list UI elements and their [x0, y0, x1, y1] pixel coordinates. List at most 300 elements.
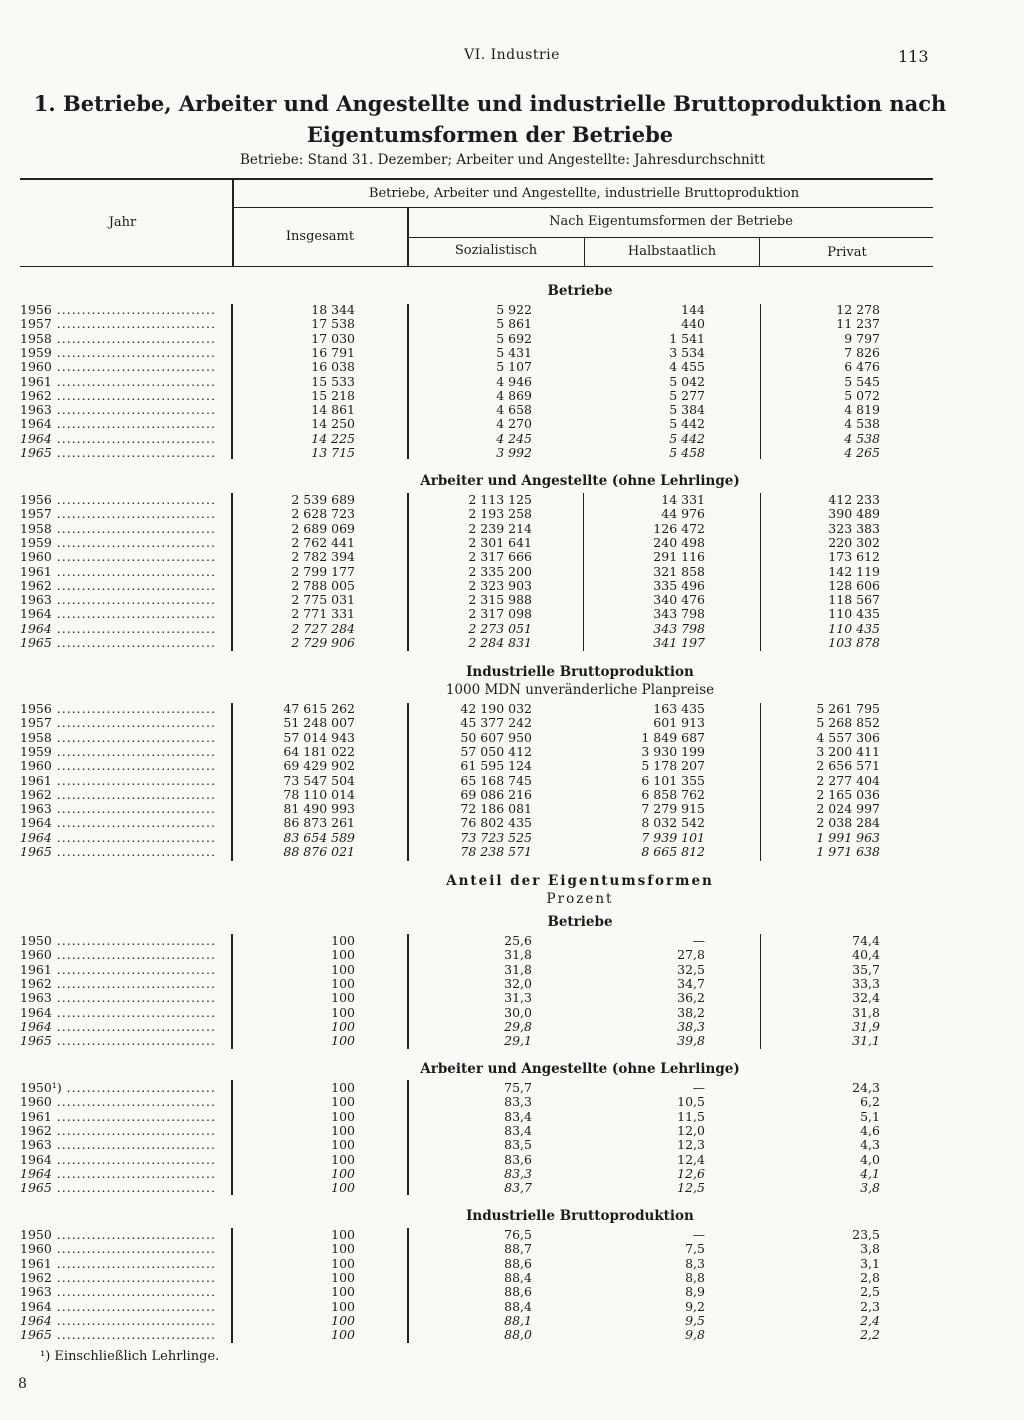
socialist-cell: 5 861	[496, 316, 532, 332]
socialist-cell: 83,3	[504, 1094, 532, 1110]
private-cell: 412 233	[828, 492, 880, 507]
year-cell: 1963 .....	[20, 1138, 215, 1152]
socialist-cell: 4 245	[496, 430, 532, 446]
semistate-cell: 5 458	[669, 445, 705, 460]
table-row	[0, 417, 1024, 431]
year-cell: 1964 .....	[20, 1300, 215, 1314]
total-cell: 17 538	[311, 316, 355, 332]
table-row	[0, 1138, 1024, 1152]
semistate-cell: 343 798	[653, 620, 705, 636]
total-cell: 17 030	[311, 330, 355, 346]
year-cell: 1958 .....	[20, 731, 215, 745]
private-cell: 323 383	[828, 520, 880, 536]
private-cell: 31,9	[852, 1018, 880, 1034]
table-row	[0, 774, 1024, 788]
private-cell: 2 038 284	[816, 815, 880, 831]
private-cell: 4,6	[860, 1122, 880, 1138]
year-cell: 1963 .....	[20, 802, 215, 816]
total-cell: 86 873 261	[283, 815, 355, 831]
socialist-cell: 88,7	[504, 1241, 532, 1257]
semistate-cell: 8,9	[685, 1284, 705, 1300]
total-cell: 2 771 331	[291, 606, 355, 622]
year-cell: 1964 .....	[20, 417, 215, 431]
table-row	[0, 1228, 1024, 1242]
private-cell: 2 024 997	[816, 801, 880, 817]
total-cell: 100	[331, 1241, 355, 1257]
table-row	[0, 593, 1024, 607]
total-cell: 57 014 943	[283, 729, 355, 745]
semistate-cell: 32,5	[677, 961, 705, 977]
socialist-cell: 31,8	[504, 961, 532, 977]
private-cell: 2,2	[860, 1327, 880, 1343]
year-cell: 1964 .....	[20, 831, 215, 845]
year-cell: 1959 .....	[20, 346, 215, 360]
table-row	[0, 522, 1024, 536]
section-title: Industrielle Bruttoproduktion	[466, 664, 694, 680]
year-cell: 1964 .....	[20, 607, 215, 621]
total-cell: 100	[331, 1108, 355, 1124]
private-cell: 4 538	[844, 430, 880, 446]
year-cell: 1957 .....	[20, 716, 215, 730]
table-row	[0, 1285, 1024, 1299]
table-row	[0, 977, 1024, 991]
semistate-cell: 9,2	[685, 1298, 705, 1314]
table-row	[0, 1110, 1024, 1124]
total-cell: 100	[331, 1094, 355, 1110]
semistate-cell: —	[692, 1227, 705, 1242]
total-cell: 2 729 906	[291, 635, 355, 650]
year-cell: 1960 .....	[20, 1242, 215, 1256]
private-cell: 32,4	[852, 990, 880, 1006]
header-rule-group	[233, 207, 933, 208]
semistate-cell: 36,2	[677, 990, 705, 1006]
socialist-cell: 88,6	[504, 1255, 532, 1271]
total-cell: 2 799 177	[291, 563, 355, 579]
total-cell: 2 689 069	[291, 520, 355, 536]
total-cell: 100	[331, 1227, 355, 1242]
semistate-cell: 440	[681, 316, 705, 332]
semistate-cell: 240 498	[653, 534, 705, 550]
total-cell: 100	[331, 1284, 355, 1300]
socialist-cell: 57 050 412	[460, 743, 532, 759]
table-row	[0, 432, 1024, 446]
private-cell: 3,8	[860, 1241, 880, 1257]
table-row	[0, 1300, 1024, 1314]
total-cell: 15 533	[311, 373, 355, 389]
socialist-cell: 72 186 081	[460, 801, 532, 817]
socialist-cell: 88,4	[504, 1269, 532, 1285]
table-row	[0, 831, 1024, 845]
private-cell: 220 302	[828, 534, 880, 550]
table-title: 1. Betriebe, Arbeiter und Angestellte und industrielle Bruttoproduktion nach Eigentumsformen der Betriebe	[33, 91, 947, 147]
year-cell: 1965 .....	[20, 845, 215, 859]
table-row	[0, 389, 1024, 403]
private-cell: 3,1	[860, 1255, 880, 1271]
private-cell: 2 277 404	[816, 772, 880, 788]
semistate-cell: 7 279 915	[641, 801, 705, 817]
total-cell: 14 861	[311, 402, 355, 418]
semistate-cell: 8,8	[685, 1269, 705, 1285]
socialist-cell: 5 431	[496, 344, 532, 360]
semistate-cell: 601 913	[653, 715, 705, 731]
table-row	[0, 716, 1024, 730]
private-cell: 4,3	[860, 1137, 880, 1153]
year-cell: 1959 .....	[20, 745, 215, 759]
year-cell: 1956 .....	[20, 303, 215, 317]
semistate-cell: 5 442	[669, 416, 705, 432]
private-cell: 11 237	[836, 316, 880, 332]
socialist-cell: 2 317 098	[468, 606, 532, 622]
table-row	[0, 550, 1024, 564]
year-cell: 1960 .....	[20, 759, 215, 773]
table-row	[0, 636, 1024, 650]
socialist-cell: 3 992	[496, 445, 532, 460]
private-cell: 173 612	[828, 549, 880, 565]
semistate-cell: 6 858 762	[641, 786, 705, 802]
running-head: VI. Industrie	[464, 47, 560, 63]
table-row	[0, 507, 1024, 521]
private-cell: 33,3	[852, 975, 880, 991]
year-cell: 1961 .....	[20, 565, 215, 579]
table-row	[0, 1153, 1024, 1167]
table-row	[0, 802, 1024, 816]
year-cell: 1959 .....	[20, 536, 215, 550]
table-subtitle: Betriebe: Stand 31. Dezember; Arbeiter und Angestellte: Jahresdurchschnitt	[240, 152, 765, 168]
total-cell: 14 250	[311, 416, 355, 432]
socialist-cell: 2 301 641	[468, 534, 532, 550]
semistate-cell: 5 042	[669, 373, 705, 389]
year-cell: 1964 .....	[20, 1153, 215, 1167]
table-row	[0, 948, 1024, 962]
semistate-cell: 8 032 542	[641, 815, 705, 831]
socialist-cell: 31,8	[504, 947, 532, 963]
semistate-cell: 4 455	[669, 359, 705, 375]
semistate-cell: 340 476	[653, 592, 705, 608]
total-cell: 64 181 022	[283, 743, 355, 759]
share-title: Anteil der Eigentumsformen	[446, 873, 714, 889]
table-row	[0, 493, 1024, 507]
socialist-cell: 30,0	[504, 1004, 532, 1020]
semistate-cell: 1 849 687	[641, 729, 705, 745]
socialist-cell: 88,6	[504, 1284, 532, 1300]
semistate-cell: 34,7	[677, 975, 705, 991]
table-row	[0, 332, 1024, 346]
semistate-cell: 14 331	[661, 492, 705, 507]
socialist-cell: 2 113 125	[468, 492, 532, 507]
column-header-private: Privat	[827, 245, 867, 260]
total-cell: 100	[331, 1327, 355, 1343]
total-cell: 15 218	[311, 387, 355, 403]
private-cell: 4 538	[844, 416, 880, 432]
semistate-cell: 5 178 207	[641, 758, 705, 774]
table-row	[0, 607, 1024, 621]
year-cell: 1962 .....	[20, 1124, 215, 1138]
socialist-cell: 73 723 525	[460, 829, 532, 845]
total-cell: 100	[331, 1137, 355, 1153]
year-cell: 1958 .....	[20, 522, 215, 536]
private-cell: 40,4	[852, 947, 880, 963]
socialist-cell: 76,5	[504, 1227, 532, 1242]
total-cell: 100	[331, 961, 355, 977]
table-row	[0, 702, 1024, 716]
year-cell: 1958 .....	[20, 332, 215, 346]
table-row	[0, 346, 1024, 360]
table-row	[0, 991, 1024, 1005]
private-cell: 390 489	[828, 506, 880, 522]
semistate-cell: 12,4	[677, 1151, 705, 1167]
column-header-socialist: Sozialistisch	[454, 243, 538, 258]
year-cell: 1963 .....	[20, 991, 215, 1005]
total-cell: 69 429 902	[283, 758, 355, 774]
semistate-cell: 11,5	[677, 1108, 705, 1124]
private-cell: 5 261 795	[816, 701, 880, 716]
socialist-cell: 2 193 258	[468, 506, 532, 522]
semistate-cell: 7,5	[685, 1241, 705, 1257]
table-row	[0, 1271, 1024, 1285]
year-cell: 1965 .....	[20, 446, 215, 460]
socialist-cell: 2 335 200	[468, 563, 532, 579]
socialist-cell: 4 658	[496, 402, 532, 418]
total-cell: 100	[331, 1033, 355, 1049]
total-cell: 16 791	[311, 344, 355, 360]
private-cell: 3,8	[860, 1180, 880, 1196]
year-cell: 1960 .....	[20, 948, 215, 962]
year-cell: 1960 .....	[20, 1095, 215, 1109]
total-cell: 2 782 394	[291, 549, 355, 565]
table-row	[0, 731, 1024, 745]
private-cell: 2,5	[860, 1284, 880, 1300]
private-cell: 1 971 638	[816, 844, 880, 859]
year-cell: 1961 .....	[20, 1257, 215, 1271]
section-title: Arbeiter und Angestellte (ohne Lehrlinge)	[420, 1061, 740, 1077]
page-number: 113	[898, 47, 929, 66]
table-row	[0, 1034, 1024, 1048]
table-row	[0, 536, 1024, 550]
year-cell: 1962 .....	[20, 977, 215, 991]
year-cell: 1957 .....	[20, 507, 215, 521]
private-cell: 5 545	[844, 373, 880, 389]
semistate-cell: 12,6	[677, 1165, 705, 1181]
socialist-cell: 83,4	[504, 1122, 532, 1138]
table-row	[0, 963, 1024, 977]
private-cell: 6 476	[844, 359, 880, 375]
private-cell: 1 991 963	[816, 829, 880, 845]
table-row	[0, 845, 1024, 859]
year-cell: 1964 .....	[20, 622, 215, 636]
socialist-cell: 2 273 051	[468, 620, 532, 636]
private-cell: 118 567	[828, 592, 880, 608]
year-cell: 1957 .....	[20, 317, 215, 331]
table-row	[0, 360, 1024, 374]
total-cell: 100	[331, 1151, 355, 1167]
year-cell: 1960 .....	[20, 360, 215, 374]
semistate-cell: 9,8	[685, 1327, 705, 1343]
total-cell: 47 615 262	[283, 701, 355, 716]
semistate-cell: 12,3	[677, 1137, 705, 1153]
total-cell: 100	[331, 1312, 355, 1328]
socialist-cell: 29,1	[504, 1033, 532, 1049]
socialist-cell: 78 238 571	[460, 844, 532, 859]
semistate-cell: 44 976	[661, 506, 705, 522]
semistate-cell: 8,3	[685, 1255, 705, 1271]
socialist-cell: 83,7	[504, 1180, 532, 1196]
private-cell: 74,4	[852, 933, 880, 948]
year-cell: 1962 .....	[20, 579, 215, 593]
semistate-cell: 3 534	[669, 344, 705, 360]
year-cell: 1965 .....	[20, 1034, 215, 1048]
private-cell: 110 435	[828, 606, 880, 622]
total-cell: 2 727 284	[291, 620, 355, 636]
socialist-cell: 5 692	[496, 330, 532, 346]
socialist-cell: 83,6	[504, 1151, 532, 1167]
table-row	[0, 934, 1024, 948]
private-cell: 4 557 306	[816, 729, 880, 745]
table-row	[0, 1020, 1024, 1034]
year-cell: 1964 .....	[20, 432, 215, 446]
private-cell: 2 656 571	[816, 758, 880, 774]
private-cell: 23,5	[852, 1227, 880, 1242]
section-title: Betriebe	[547, 914, 613, 930]
column-header-by-form: Nach Eigentumsformen der Betriebe	[549, 214, 793, 229]
total-cell: 100	[331, 990, 355, 1006]
private-cell: 5,1	[860, 1108, 880, 1124]
total-cell: 100	[331, 1018, 355, 1034]
private-cell: 103 878	[828, 635, 880, 650]
socialist-cell: 61 595 124	[460, 758, 532, 774]
private-cell: 4,0	[860, 1151, 880, 1167]
total-cell: 14 225	[311, 430, 355, 446]
total-cell: 100	[331, 975, 355, 991]
socialist-cell: 2 317 666	[468, 549, 532, 565]
header-rule-forms	[408, 237, 933, 238]
socialist-cell: 42 190 032	[460, 701, 532, 716]
private-cell: 12 278	[836, 302, 880, 317]
total-cell: 100	[331, 1004, 355, 1020]
table-row	[0, 403, 1024, 417]
table-row	[0, 1124, 1024, 1138]
semistate-cell: 5 277	[669, 387, 705, 403]
total-cell: 100	[331, 1165, 355, 1181]
year-cell: 1964 .....	[20, 1167, 215, 1181]
year-cell: 1964 .....	[20, 1020, 215, 1034]
semistate-cell: —	[692, 1080, 705, 1095]
table-row	[0, 1167, 1024, 1181]
semistate-cell: 1 541	[669, 330, 705, 346]
socialist-cell: 69 086 216	[460, 786, 532, 802]
private-cell: 3 200 411	[816, 743, 880, 759]
table-row	[0, 1314, 1024, 1328]
private-cell: 128 606	[828, 577, 880, 593]
year-cell: 1963 .....	[20, 593, 215, 607]
table-row	[0, 759, 1024, 773]
year-cell: 1961 .....	[20, 375, 215, 389]
semistate-cell: 291 116	[653, 549, 705, 565]
semistate-cell: 9,5	[685, 1312, 705, 1328]
table-row	[0, 622, 1024, 636]
semistate-cell: 12,0	[677, 1122, 705, 1138]
socialist-cell: 5 107	[496, 359, 532, 375]
semistate-cell: 7 939 101	[641, 829, 705, 845]
semistate-cell: 144	[681, 302, 705, 317]
socialist-cell: 45 377 242	[460, 715, 532, 731]
page-code: 8	[18, 1376, 27, 1392]
table-row	[0, 1006, 1024, 1020]
socialist-cell: 2 284 831	[468, 635, 532, 650]
year-cell: 1961 .....	[20, 963, 215, 977]
socialist-cell: 2 323 903	[468, 577, 532, 593]
semistate-cell: 343 798	[653, 606, 705, 622]
total-cell: 88 876 021	[283, 844, 355, 859]
header-bottom-rule	[20, 266, 933, 267]
private-cell: 4 819	[844, 402, 880, 418]
total-cell: 78 110 014	[283, 786, 355, 802]
year-cell: 1962 .....	[20, 389, 215, 403]
table-row	[0, 579, 1024, 593]
private-cell: 5 268 852	[816, 715, 880, 731]
year-cell: 1965 .....	[20, 1181, 215, 1195]
total-cell: 100	[331, 1180, 355, 1196]
socialist-cell: 5 922	[496, 302, 532, 317]
semistate-cell: 27,8	[677, 947, 705, 963]
table-row	[0, 1257, 1024, 1271]
table-row	[0, 303, 1024, 317]
total-cell: 100	[331, 947, 355, 963]
year-cell: 1962 .....	[20, 788, 215, 802]
header-top-rule	[20, 178, 933, 180]
total-cell: 2 539 689	[291, 492, 355, 507]
total-cell: 2 628 723	[291, 506, 355, 522]
semistate-cell: 38,3	[677, 1018, 705, 1034]
section-title: Betriebe	[547, 283, 613, 299]
total-cell: 51 248 007	[283, 715, 355, 731]
socialist-cell: 25,6	[504, 933, 532, 948]
private-cell: 6,2	[860, 1094, 880, 1110]
socialist-cell: 76 802 435	[460, 815, 532, 831]
column-header-total: Insgesamt	[285, 229, 355, 244]
year-cell: 1964 .....	[20, 1006, 215, 1020]
total-cell: 13 715	[311, 445, 355, 460]
table-row	[0, 446, 1024, 460]
socialist-cell: 83,5	[504, 1137, 532, 1153]
year-cell: 1960 .....	[20, 550, 215, 564]
socialist-cell: 65 168 745	[460, 772, 532, 788]
socialist-cell: 32,0	[504, 975, 532, 991]
total-cell: 100	[331, 1122, 355, 1138]
private-cell: 31,8	[852, 1004, 880, 1020]
total-cell: 100	[331, 1255, 355, 1271]
table-row	[0, 1181, 1024, 1195]
share-unit: Prozent	[546, 891, 614, 907]
table-row	[0, 816, 1024, 830]
table-row	[0, 565, 1024, 579]
private-cell: 2 165 036	[816, 786, 880, 802]
semistate-cell: 6 101 355	[641, 772, 705, 788]
private-cell: 31,1	[852, 1033, 880, 1049]
socialist-cell: 31,3	[504, 990, 532, 1006]
total-cell: 100	[331, 933, 355, 948]
total-cell: 73 547 504	[283, 772, 355, 788]
total-cell: 2 775 031	[291, 592, 355, 608]
socialist-cell: 88,1	[504, 1312, 532, 1328]
table-row	[0, 317, 1024, 331]
private-cell: 110 435	[828, 620, 880, 636]
year-cell: 1961 .....	[20, 774, 215, 788]
year-cell: 1956 .....	[20, 702, 215, 716]
year-cell: 1964 .....	[20, 1314, 215, 1328]
socialist-cell: 75,7	[504, 1080, 532, 1095]
semistate-cell: 341 197	[653, 635, 705, 650]
socialist-cell: 4 270	[496, 416, 532, 432]
